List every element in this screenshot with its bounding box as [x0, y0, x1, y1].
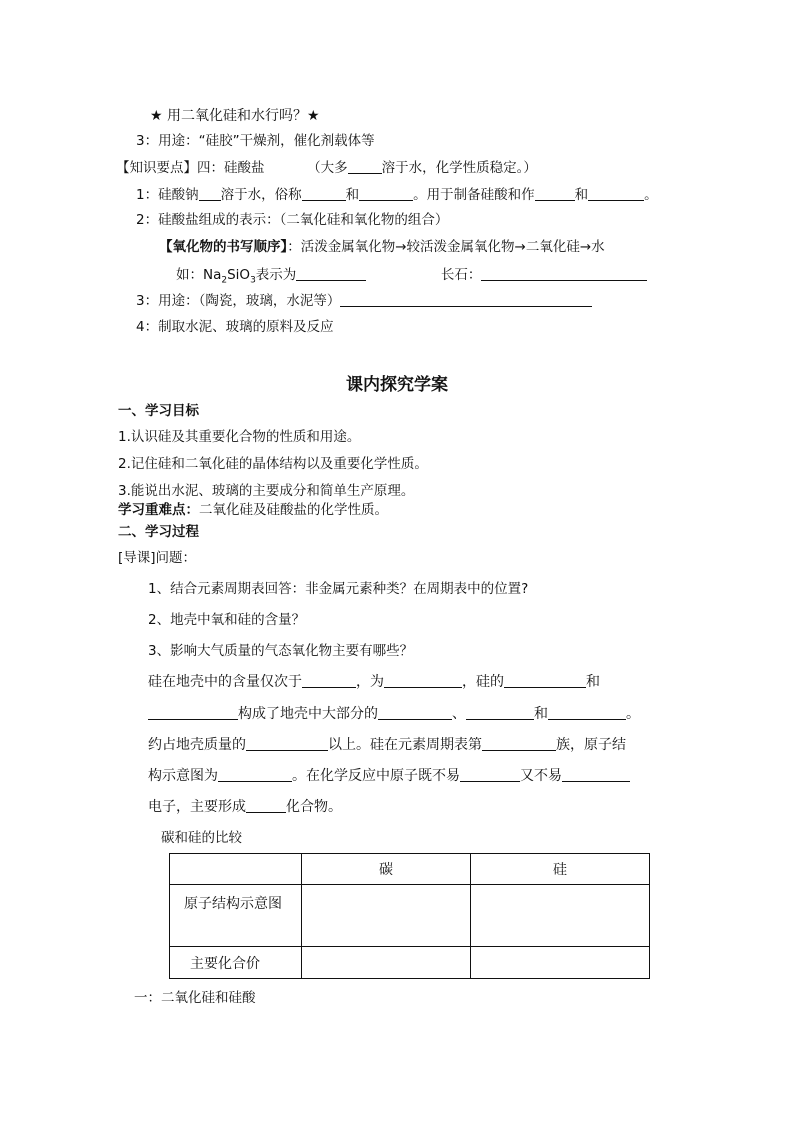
table-row [170, 885, 650, 947]
header-cell-carbon: 碳 [302, 854, 471, 885]
table-row [170, 947, 650, 979]
comparison-caption: 碳和硅的比较 [161, 830, 242, 846]
blank [246, 736, 328, 751]
key-points-line: 学习重难点：二氧化硅及硅酸盐的化学性质。 [118, 502, 388, 518]
goal-item-1: 1.认识硅及其重要化合物的性质和用途。 [118, 429, 361, 445]
table-header-row [170, 854, 650, 885]
lead-in-label: [导课]问题： [118, 550, 197, 566]
goal-item-3: 3.能说出水泥、玻璃的主要成分和简单生产原理。 [118, 483, 415, 499]
carbon-silicon-table [169, 853, 650, 979]
cement-glass-line: 4：制取水泥、玻璃的原料及反应 [136, 319, 334, 335]
question-2: 2、地壳中氧和硅的含量？ [148, 612, 306, 628]
sodium-silicate-line: 1：硅酸钠 溶于水，俗称 和 。用于制备硅酸和作 和 。 [136, 187, 658, 203]
blank [199, 186, 221, 201]
header-cell-empty [170, 854, 302, 885]
goal-item-2: 2.记住硅和二氧化硅的晶体结构以及重要化学性质。 [118, 456, 428, 472]
blank [148, 705, 238, 720]
blank [296, 266, 366, 281]
table-cell [471, 885, 650, 947]
blank [359, 186, 413, 201]
blank [481, 266, 647, 281]
fill-line-4: 构示意图为 。在化学反应中原子既不易 又不易 [148, 767, 630, 785]
blank [460, 767, 520, 782]
silicate-heading: 【知识要点】四：硅酸盐 （大多 溶于水，化学性质稳定。） [116, 160, 537, 176]
fill-line-1: 硅在地壳中的含量仅次于 ，为 ，硅的 和 [148, 674, 600, 690]
blank [302, 186, 346, 201]
fill-line-3: 约占地壳质量的 以上。硅在元素周期表第 族，原子结 [148, 737, 626, 753]
blank [548, 705, 626, 720]
blank [246, 798, 286, 813]
row-label-valence: 主要化合价 [170, 947, 302, 979]
silicate-uses-line: 3：用途：（陶瓷，玻璃，水泥等） [136, 292, 592, 310]
example-line: 如：$Na_2SiO_3$表示为 长石： [176, 266, 647, 290]
table-cell [302, 885, 471, 947]
goals-heading: 一、学习目标 [118, 403, 199, 419]
blank [535, 186, 575, 201]
blank [466, 705, 534, 720]
process-heading: 二、学习过程 [118, 524, 199, 540]
section-silica-silicic-acid: 一：二氧化硅和硅酸 [134, 990, 256, 1006]
table-cell [302, 947, 471, 979]
header-cell-silicon: 硅 [471, 854, 650, 885]
blank [482, 736, 556, 751]
blank [218, 767, 292, 782]
question-1: 1、结合元素周期表回答：非金属元素种类？在周期表中的位置? [148, 581, 529, 597]
blank [340, 292, 592, 307]
blank [348, 159, 382, 174]
blank [562, 767, 630, 782]
row-label-structure: 原子结构示意图 [170, 885, 302, 947]
silicate-representation: 2：硅酸盐组成的表示：（二氧化硅和氧化物的组合） [136, 212, 449, 228]
blank [504, 673, 586, 688]
silica-gel-uses: 3：用途：“硅胶”干燥剂，催化剂载体等 [136, 133, 375, 149]
fill-line-5: 电子，主要形成 化合物。 [148, 799, 342, 815]
fill-line-2: 构成了地壳中大部分的 、 和 。 [148, 705, 640, 723]
blank [384, 673, 462, 688]
blank [378, 705, 452, 720]
blank [588, 186, 644, 201]
oxide-order-line: 【氧化物的书写顺序】：活泼金属氧化物→较活泼金属氧化物→二氧化硅→水 [159, 239, 605, 255]
question-3: 3、影响大气质量的气态氧化物主要有哪些？ [148, 643, 414, 659]
blank [302, 673, 356, 688]
star-question: ★ 用二氧化硅和水行吗？★ [150, 108, 320, 124]
page-title: 课内探究学案 [346, 375, 448, 395]
table-cell [471, 947, 650, 979]
